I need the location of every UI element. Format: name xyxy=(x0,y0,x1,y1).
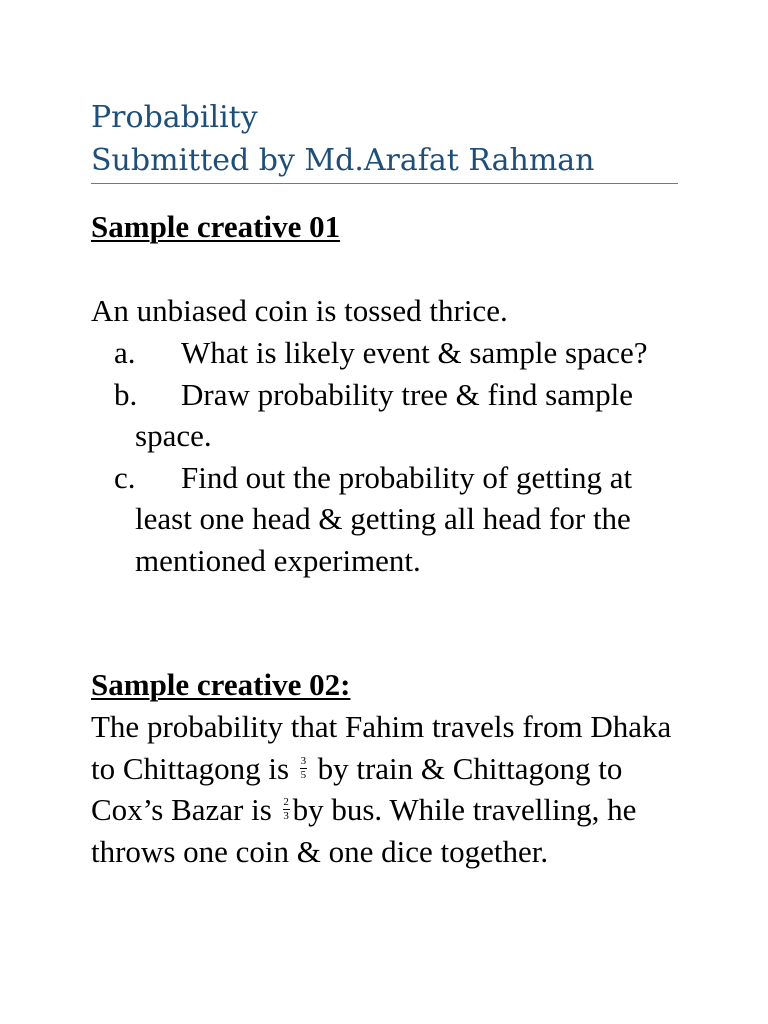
paragraph-text-part-1: The probability that Fahim travels from Dhaka to Chittagong is xyxy=(91,709,672,786)
fraction-three-fifths xyxy=(300,756,307,781)
paragraph-text-part-3: by bus. While travelling, he throws one coin & one dice together. xyxy=(91,792,637,869)
document-title: Probability xyxy=(91,100,258,135)
section-2-paragraph xyxy=(91,706,681,872)
question-item-a xyxy=(91,332,691,374)
question-marker: b. xyxy=(114,376,138,412)
fraction-numerator: 2 xyxy=(283,796,289,809)
fraction-denominator: 3 xyxy=(283,810,289,823)
document-title-block xyxy=(91,96,678,182)
title-divider xyxy=(91,183,678,184)
question-marker: c. xyxy=(114,459,136,495)
section-1-intro: An unbiased coin is tossed thrice. xyxy=(91,293,508,328)
question-text: Find out the probability of getting at least one head & getting all head for the mentioned experiment. xyxy=(135,459,633,578)
question-text: Draw probability tree & find sample space. xyxy=(135,376,633,453)
question-text: What is likely event & sample space? xyxy=(181,335,648,370)
fraction-numerator: 3 xyxy=(300,754,307,767)
question-item-c xyxy=(91,457,691,582)
document-subtitle: Submitted by Md.Arafat Rahman xyxy=(91,143,595,178)
section-2-heading: Sample creative 02: xyxy=(91,667,351,702)
section-1-heading: Sample creative 01 xyxy=(91,209,341,244)
fraction-denominator: 5 xyxy=(300,768,307,781)
question-marker: a. xyxy=(114,335,136,370)
fraction-two-thirds xyxy=(283,797,290,822)
question-list xyxy=(91,332,691,581)
question-item-b xyxy=(91,374,691,457)
paragraph-text-part-2: by train & Chittagong to Cox’s Bazar is xyxy=(91,750,623,827)
